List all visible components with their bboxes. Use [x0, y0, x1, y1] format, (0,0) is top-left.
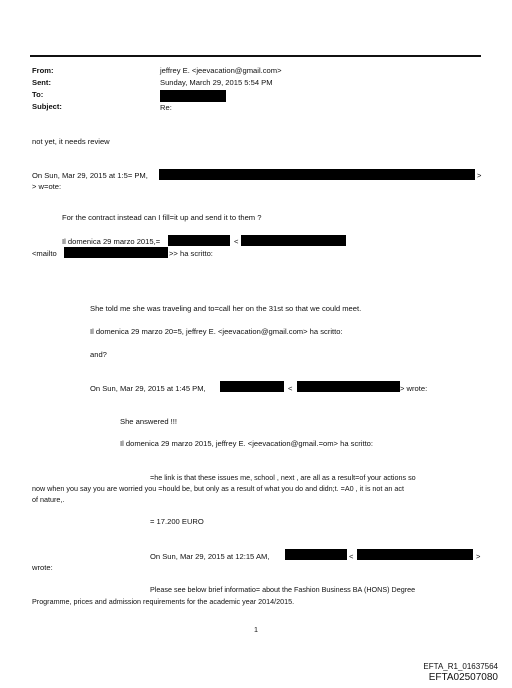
- quote1-text: For the contract instead can I fill=it up and send it to them ?: [62, 213, 262, 222]
- from-label: From:: [32, 66, 54, 75]
- quote7-lt: <: [349, 552, 354, 561]
- quote2-lt: <: [234, 237, 239, 246]
- quote2-header: Il domenica 29 marzo 2015,=: [62, 237, 161, 246]
- to-redaction: [160, 90, 226, 102]
- quote2-mailto: <mailto: [32, 249, 57, 258]
- reply-text: not yet, it needs review: [32, 137, 110, 146]
- quote6-line3: of nature,.: [32, 495, 65, 504]
- quote1-gt: >: [477, 171, 482, 180]
- quote2-redaction-a: [168, 235, 230, 246]
- page-number: 1: [254, 625, 258, 634]
- subject-value: Re:: [160, 103, 172, 112]
- header-top-rule: [30, 55, 481, 57]
- bates-stamp-1: EFTA_R1_01637564: [423, 662, 498, 671]
- to-label: To:: [32, 90, 44, 99]
- subject-label: Subject:: [32, 102, 62, 111]
- quote4-lt: <: [288, 384, 293, 393]
- quote5-text: She answered !!!: [120, 417, 177, 426]
- quote7-wrote: wrote:: [32, 563, 53, 572]
- quote1-wrote: > w=ote:: [32, 182, 62, 191]
- quote4-redaction-b: [297, 381, 400, 392]
- from-value: jeffrey E. <jeevacation@gmail.com>: [160, 66, 282, 75]
- quote2-scritto: >> ha scritto:: [169, 249, 213, 258]
- quote1-redaction: [159, 169, 475, 180]
- quote4-header: On Sun, Mar 29, 2015 at 1:45 PM,: [90, 384, 206, 393]
- quote2-redaction-b: [241, 235, 346, 246]
- quote7-redaction-a: [285, 549, 347, 560]
- quote4-wrote: > wrote:: [400, 384, 428, 393]
- quote2-redaction-c: [64, 247, 168, 258]
- quote8-line1: Please see below brief informatio= about the Fashion Business BA (HONS) Degree: [150, 585, 416, 594]
- quote4-redaction-a: [220, 381, 284, 392]
- quote7-redaction-b: [357, 549, 473, 560]
- sent-label: Sent:: [32, 78, 51, 87]
- quote3-and: and?: [90, 350, 107, 359]
- quote7-gt: >: [476, 552, 481, 561]
- quote1-header: On Sun, Mar 29, 2015 at 1:5= PM,: [32, 171, 148, 180]
- quote3-header: Il domenica 29 marzo 20=5, jeffrey E. <jeevacation@gmail.com> ha scritto:: [90, 327, 343, 336]
- quote6-line2: now when you say you are worried you =hould be, but only as a result of what you do and didn;t. =A0 , it is not an act: [32, 484, 404, 493]
- quote6-euro: = 17.200 EURO: [150, 517, 204, 526]
- quote7-header: On Sun, Mar 29, 2015 at 12:15 AM,: [150, 552, 270, 561]
- quote8-line2: Programme, prices and admission requirements for the academic year 2014/2015.: [32, 597, 295, 606]
- quote5-header: Il domenica 29 marzo 2015, jeffrey E. <jeevacation@gmail.=om> ha scritto:: [120, 439, 374, 448]
- quote3-text: She told me she was traveling and to=call her on the 31st so that we could meet.: [90, 304, 362, 313]
- quote6-line1: =he link is that these issues me, school , next , are all as a result=of your actions so: [150, 473, 416, 482]
- sent-value: Sunday, March 29, 2015 5:54 PM: [160, 78, 273, 87]
- bates-stamp-2: EFTA02507080: [428, 672, 498, 683]
